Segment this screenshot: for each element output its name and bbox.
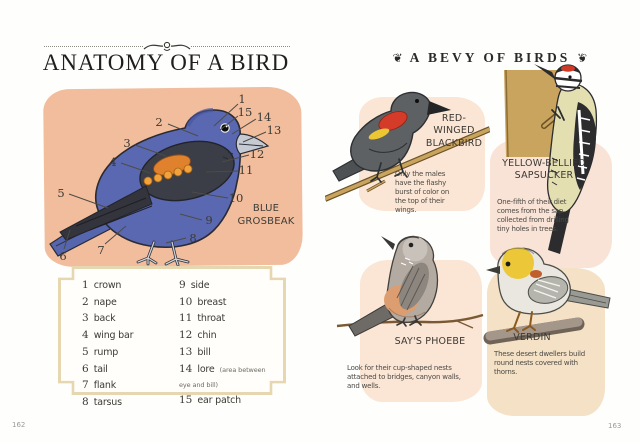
dotted-rule [44, 46, 143, 47]
diagram-label-8: 8 [189, 231, 197, 245]
diagram-label-2: 2 [155, 115, 163, 129]
bird-caption: Look for their cup-shaped nests attached to bridges, canyon walls, and wells. [347, 364, 461, 390]
bird-caption: One-fifth of their diet comes from the sap collected from drilling tiny holes in trees. [497, 198, 569, 233]
diagram-label-15: 15 [237, 105, 253, 119]
bird-name: RED-WINGED BLACKBIRD [425, 113, 483, 149]
legend-item: 12 chin [179, 329, 217, 342]
bird-species-label: BLUE GROSBEAK [237, 203, 295, 227]
dotted-rule [191, 46, 290, 47]
diagram-label-11: 11 [238, 163, 254, 177]
diagram-label-7: 7 [97, 243, 105, 257]
bird-caption: These desert dwellers build round nests covered with thorns. [494, 350, 585, 376]
diagram-label-3: 3 [123, 136, 131, 150]
diagram-label-13: 13 [266, 123, 282, 137]
page-number-right: 163 [608, 422, 622, 430]
legend-item: 11 throat [179, 312, 225, 325]
legend-item: 9 side [179, 279, 210, 291]
legend-item: 14 lore (area between eye and bill) [179, 362, 266, 389]
legend-item: 15 ear patch [179, 394, 241, 407]
floral-ornament-icon: ❦ [392, 51, 403, 65]
legend-item: 3 back [82, 312, 116, 325]
diagram-label-4: 4 [109, 155, 117, 169]
floral-ornament-icon: ❦ [577, 51, 588, 65]
page-number-left: 162 [12, 421, 26, 429]
bird-name: SAY'S PHOEBE [394, 336, 466, 347]
legend-item: 2 nape [82, 295, 117, 308]
legend-item: 4 wing bar [82, 329, 134, 342]
page-title: ANATOMY OF A BIRD [42, 50, 290, 75]
legend-item: 7 flank [82, 379, 117, 392]
legend-item: 13 bill [179, 345, 211, 358]
right-page [320, 0, 640, 443]
legend-item: 5 rump [82, 345, 119, 358]
legend-item: 8 tarsus [82, 395, 122, 408]
bird-card-verdin [462, 240, 617, 420]
bird-name: VERDIN [513, 332, 551, 343]
diagram-label-6: 6 [59, 249, 67, 263]
section-title-text: A BEVY OF BIRDS [409, 50, 571, 65]
bird-caption: Only the males have the flashy burst of color on the top of their wings. [395, 170, 450, 214]
diagram-label-1: 1 [238, 92, 246, 106]
verdin-illustration [462, 240, 617, 420]
bird-name: YELLOW-BELLIED SAPSUCKER [502, 158, 586, 182]
diagram-label-10: 10 [228, 191, 244, 205]
anatomy-legend [58, 266, 286, 408]
legend-item: 1 crown [82, 279, 122, 291]
legend-item: 6 tail [82, 362, 108, 375]
diagram-label-9: 9 [205, 213, 213, 227]
legend-item: 10 breast [179, 295, 227, 308]
legend-column-left [82, 277, 179, 408]
diagram-label-5: 5 [57, 186, 65, 200]
anatomy-diagram [42, 86, 304, 268]
diagram-label-14: 14 [256, 110, 272, 124]
diagram-label-12: 12 [249, 147, 265, 161]
legend-column-right [179, 277, 276, 407]
bird-card-red-winged-blackbird [325, 85, 490, 215]
